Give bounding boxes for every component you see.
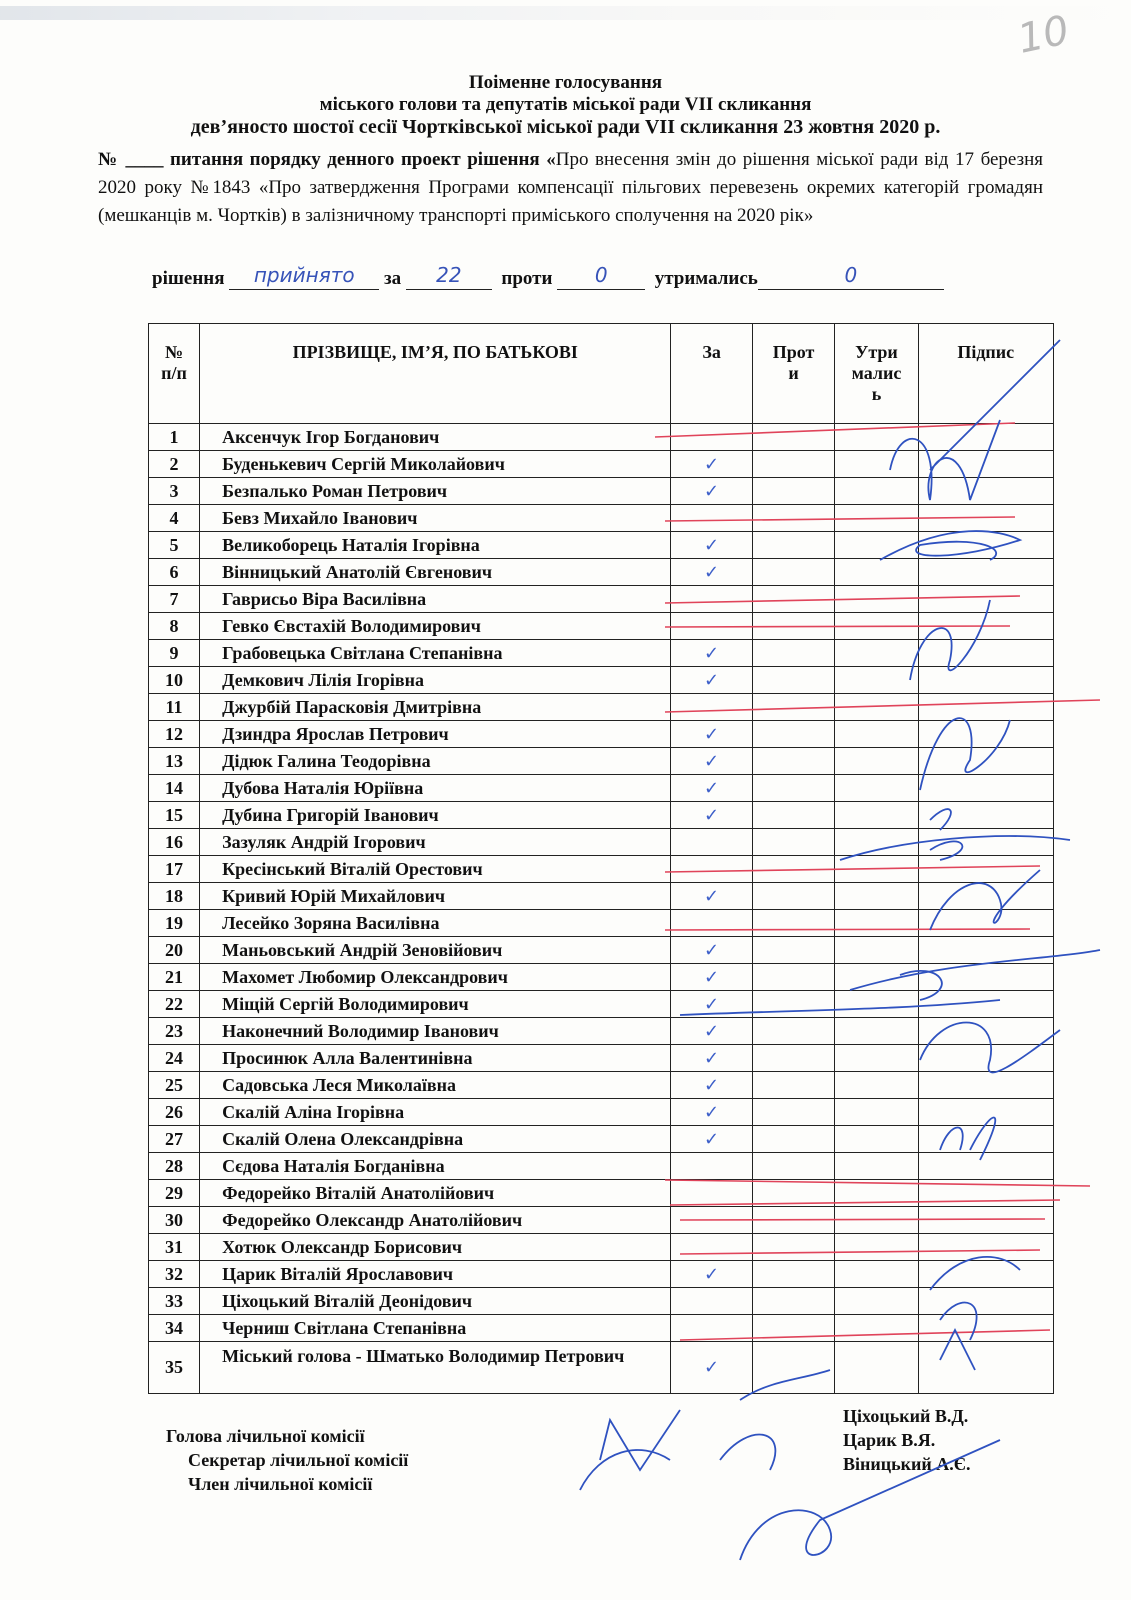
row-number: 18 (149, 883, 200, 910)
abstained-blank (758, 263, 944, 290)
vote-against (752, 505, 835, 532)
vote-abstained (835, 424, 918, 451)
vote-for: ✓ (671, 640, 752, 667)
vote-abstained (835, 532, 918, 559)
for-label: за (384, 268, 402, 289)
signature-cell (918, 424, 1054, 451)
row-number: 22 (149, 991, 200, 1018)
vote-against (752, 721, 835, 748)
deputy-name: Федорейко Олександр Анатолійович (200, 1207, 671, 1234)
vote-abstained (835, 1126, 918, 1153)
vote-against (752, 991, 835, 1018)
vote-against (752, 1072, 835, 1099)
doc-title: Поіменне голосування (468, 72, 663, 93)
vote-for (671, 694, 752, 721)
vote-abstained (835, 1342, 918, 1394)
vote-abstained (835, 478, 918, 505)
table-row (149, 1261, 1054, 1288)
vote-for: ✓ (671, 964, 752, 991)
row-number: 17 (149, 856, 200, 883)
header-for: За (671, 324, 752, 424)
row-number: 10 (149, 667, 200, 694)
vote-abstained (835, 451, 918, 478)
deputy-name: Дубова Наталія Юріївна (200, 775, 671, 802)
vote-against (752, 586, 835, 613)
vote-against (752, 613, 835, 640)
table-row (149, 532, 1054, 559)
vote-against (752, 1261, 835, 1288)
vote-for: ✓ (671, 1342, 752, 1394)
question-prefix: № ____ питання порядку денного проект рішення « (98, 149, 556, 170)
deputy-name: Джурбій Парасковія Дмитрівна (200, 694, 671, 721)
vote-against (752, 1288, 835, 1315)
row-number: 12 (149, 721, 200, 748)
vote-for (671, 505, 752, 532)
table-row (149, 1153, 1054, 1180)
deputy-name: Великоборець Наталія Ігорівна (200, 532, 671, 559)
row-number: 28 (149, 1153, 200, 1180)
vote-against (752, 856, 835, 883)
deputy-name: Ціхоцький Віталій Деонідович (200, 1288, 671, 1315)
decision-line (152, 263, 944, 290)
table-row (149, 775, 1054, 802)
row-number: 15 (149, 802, 200, 829)
signature-cell (918, 964, 1054, 991)
vote-abstained (835, 856, 918, 883)
vote-against (752, 829, 835, 856)
vote-abstained (835, 1099, 918, 1126)
vote-for: ✓ (671, 1099, 752, 1126)
vote-against (752, 532, 835, 559)
table-row (149, 1099, 1054, 1126)
vote-abstained (835, 802, 918, 829)
row-number: 27 (149, 1126, 200, 1153)
table-row (149, 1018, 1054, 1045)
row-number: 33 (149, 1288, 200, 1315)
signature-cell (918, 1234, 1054, 1261)
table-row (149, 451, 1054, 478)
vote-against (752, 451, 835, 478)
vote-for: ✓ (671, 1045, 752, 1072)
vote-abstained (835, 1153, 918, 1180)
vote-for: ✓ (671, 883, 752, 910)
header-against: Прот и (752, 324, 835, 424)
vote-abstained (835, 1018, 918, 1045)
signature-cell (918, 1180, 1054, 1207)
vote-against (752, 1045, 835, 1072)
table-row (149, 1234, 1054, 1261)
table-row (149, 586, 1054, 613)
vote-for (671, 1234, 752, 1261)
vote-for: ✓ (671, 775, 752, 802)
row-number: 34 (149, 1315, 200, 1342)
table-row (149, 910, 1054, 937)
row-number: 2 (149, 451, 200, 478)
table-row (149, 1126, 1054, 1153)
deputy-name: Просинюк Алла Валентинівна (200, 1045, 671, 1072)
vote-abstained (835, 775, 918, 802)
deputy-name: Сєдова Наталія Богданівна (200, 1153, 671, 1180)
vote-abstained (835, 1072, 918, 1099)
vote-abstained (835, 640, 918, 667)
row-number: 21 (149, 964, 200, 991)
signature-cell (918, 532, 1054, 559)
table-row (149, 694, 1054, 721)
against-blank (557, 263, 645, 290)
vote-against (752, 1342, 835, 1394)
table-row (149, 856, 1054, 883)
row-number: 5 (149, 532, 200, 559)
agenda-question (98, 146, 1043, 230)
table-row (149, 1207, 1054, 1234)
commission-head-label: Голова лічильної комісії (166, 1426, 365, 1446)
row-number: 26 (149, 1099, 200, 1126)
vote-against (752, 1234, 835, 1261)
row-number: 3 (149, 478, 200, 505)
table-row (149, 1180, 1054, 1207)
against-label: проти (501, 268, 553, 289)
deputy-name: Зазуляк Андрій Ігорович (200, 829, 671, 856)
vote-for: ✓ (671, 1018, 752, 1045)
vote-abstained (835, 586, 918, 613)
table-row (149, 802, 1054, 829)
page-number: 10 (1013, 7, 1074, 63)
signature-cell (918, 1099, 1054, 1126)
vote-abstained (835, 721, 918, 748)
deputy-name: Наконечний Володимир Іванович (200, 1018, 671, 1045)
signature-cell (918, 721, 1054, 748)
signature-cell (918, 775, 1054, 802)
vote-abstained (835, 667, 918, 694)
row-number: 29 (149, 1180, 200, 1207)
vote-abstained (835, 910, 918, 937)
deputy-name: Маньовський Андрій Зеновійович (200, 937, 671, 964)
row-number: 30 (149, 1207, 200, 1234)
vote-against (752, 802, 835, 829)
signature-cell (918, 694, 1054, 721)
table-row (149, 1045, 1054, 1072)
signature-cell (918, 1072, 1054, 1099)
vote-for (671, 829, 752, 856)
vote-abstained (835, 694, 918, 721)
row-number: 6 (149, 559, 200, 586)
row-number: 4 (149, 505, 200, 532)
vote-against (752, 1018, 835, 1045)
vote-for: ✓ (671, 748, 752, 775)
row-number: 32 (149, 1261, 200, 1288)
deputy-name: Буденькевич Сергій Миколайович (200, 451, 671, 478)
vote-for (671, 1153, 752, 1180)
against-value: 0 (594, 263, 608, 287)
table-row (149, 1315, 1054, 1342)
signature-cell (918, 559, 1054, 586)
table-row (149, 424, 1054, 451)
row-number: 31 (149, 1234, 200, 1261)
signature-cell (918, 748, 1054, 775)
table-row (149, 964, 1054, 991)
vote-for: ✓ (671, 937, 752, 964)
doc-subtitle: міського голови та депутатів міської ради VII скликання (319, 94, 812, 115)
vote-against (752, 775, 835, 802)
row-number: 19 (149, 910, 200, 937)
vote-against (752, 1126, 835, 1153)
vote-for (671, 586, 752, 613)
vote-abstained (835, 505, 918, 532)
signature-cell (918, 1045, 1054, 1072)
deputy-name: Кресінський Віталій Орестович (200, 856, 671, 883)
vote-abstained (835, 1207, 918, 1234)
signature-cell (918, 856, 1054, 883)
vote-against (752, 667, 835, 694)
signature-cell (918, 910, 1054, 937)
signature-cell (918, 478, 1054, 505)
vote-for (671, 613, 752, 640)
table-row (149, 1288, 1054, 1315)
row-number: 8 (149, 613, 200, 640)
signature-cell (918, 829, 1054, 856)
signature-cell (918, 451, 1054, 478)
header-abstained: Утри малис ь (835, 324, 918, 424)
vote-abstained (835, 991, 918, 1018)
signature-cell (918, 1207, 1054, 1234)
signature-cell (918, 640, 1054, 667)
vote-against (752, 937, 835, 964)
signature-cell (918, 1315, 1054, 1342)
vote-for: ✓ (671, 1261, 752, 1288)
deputy-name: Бевз Михайло Іванович (200, 505, 671, 532)
commission-secretary-name: Царик В.Я. (843, 1430, 936, 1450)
row-number: 20 (149, 937, 200, 964)
row-number: 25 (149, 1072, 200, 1099)
vote-abstained (835, 1234, 918, 1261)
deputy-name: Скалій Аліна Ігорівна (200, 1099, 671, 1126)
deputy-name: Федорейко Віталій Анатолійович (200, 1180, 671, 1207)
deputy-name: Махомет Любомир Олександрович (200, 964, 671, 991)
vote-for: ✓ (671, 802, 752, 829)
table-row (149, 640, 1054, 667)
vote-for: ✓ (671, 532, 752, 559)
header-signature: Підпис (918, 324, 1054, 424)
table-row (149, 991, 1054, 1018)
signature-cell (918, 883, 1054, 910)
signature-cell (918, 802, 1054, 829)
commission-head-name: Ціхоцький В.Д. (843, 1406, 969, 1426)
table-row (149, 829, 1054, 856)
vote-for: ✓ (671, 451, 752, 478)
vote-for: ✓ (671, 667, 752, 694)
row-number: 1 (149, 424, 200, 451)
deputy-name: Черниш Світлана Степанівна (200, 1315, 671, 1342)
deputy-name: Скалій Олена Олександрівна (200, 1126, 671, 1153)
table-row (149, 748, 1054, 775)
header-num: № п/п (149, 324, 200, 424)
decision-value: прийнято (253, 263, 355, 287)
deputy-name: Демкович Лілія Ігорівна (200, 667, 671, 694)
vote-abstained (835, 748, 918, 775)
abstained-label: утримались (654, 268, 758, 289)
deputy-name: Садовська Леся Миколаївна (200, 1072, 671, 1099)
row-number: 16 (149, 829, 200, 856)
vote-for (671, 1180, 752, 1207)
vote-against (752, 1099, 835, 1126)
vote-abstained (835, 1288, 918, 1315)
deputy-name: Аксенчук Ігор Богданович (200, 424, 671, 451)
vote-for: ✓ (671, 1126, 752, 1153)
vote-abstained (835, 613, 918, 640)
signature-cell (918, 1288, 1054, 1315)
row-number: 14 (149, 775, 200, 802)
decision-value-blank (229, 263, 379, 290)
table-header-row (149, 324, 1054, 424)
vote-against (752, 640, 835, 667)
deputy-name: Кривий Юрій Михайлович (200, 883, 671, 910)
vote-for (671, 1315, 752, 1342)
vote-abstained (835, 1315, 918, 1342)
row-number: 13 (149, 748, 200, 775)
decision-label: рішення (152, 268, 225, 289)
abstained-value: 0 (844, 263, 858, 287)
vote-against (752, 883, 835, 910)
vote-for: ✓ (671, 559, 752, 586)
for-blank (406, 263, 492, 290)
deputy-name: Гаврисьо Віра Василівна (200, 586, 671, 613)
vote-against (752, 1207, 835, 1234)
table-row (149, 721, 1054, 748)
deputy-name: Хотюк Олександр Борисович (200, 1234, 671, 1261)
signature-cell (918, 586, 1054, 613)
table-row (149, 1072, 1054, 1099)
vote-for (671, 424, 752, 451)
deputy-name: Міщій Сергій Володимирович (200, 991, 671, 1018)
commission-secretary-label: Секретар лічильної комісії (188, 1450, 409, 1470)
vote-abstained (835, 1261, 918, 1288)
signature-cell (918, 1342, 1054, 1394)
vote-abstained (835, 883, 918, 910)
vote-against (752, 964, 835, 991)
row-number: 9 (149, 640, 200, 667)
vote-against (752, 478, 835, 505)
table-row (149, 613, 1054, 640)
signature-scribble (580, 1410, 680, 1490)
table-row (149, 937, 1054, 964)
scan-edge (0, 6, 1131, 20)
table-row (149, 559, 1054, 586)
deputy-name: Вінницький Анатолій Євгенович (200, 559, 671, 586)
vote-for: ✓ (671, 478, 752, 505)
vote-for: ✓ (671, 1072, 752, 1099)
vote-for (671, 910, 752, 937)
deputy-name: Дубина Григорій Іванович (200, 802, 671, 829)
signature-cell (918, 991, 1054, 1018)
deputy-name: Дідюк Галина Теодорівна (200, 748, 671, 775)
signature-cell (918, 937, 1054, 964)
vote-abstained (835, 1180, 918, 1207)
signature-cell (918, 1018, 1054, 1045)
vote-for (671, 1207, 752, 1234)
row-number: 24 (149, 1045, 200, 1072)
row-number: 7 (149, 586, 200, 613)
vote-for (671, 856, 752, 883)
vote-abstained (835, 829, 918, 856)
vote-against (752, 1315, 835, 1342)
commission-member-name: Віницький А.Є. (843, 1454, 971, 1474)
vote-abstained (835, 1045, 918, 1072)
vote-abstained (835, 937, 918, 964)
vote-against (752, 559, 835, 586)
signature-cell (918, 1261, 1054, 1288)
table-row (149, 667, 1054, 694)
deputy-name: Лесейко Зоряна Василівна (200, 910, 671, 937)
signature-cell (918, 613, 1054, 640)
question-text: Про внесення змін до рішення міської ради від 17 березня 2020 року №1843 «Про затвердження Програми компенсації пільгових перевезень окремих категорій громадян (мешканців м. Чортків) в залізничному транспорті приміського сполучення на 2020 рік» (98, 149, 1043, 226)
row-number: 11 (149, 694, 200, 721)
table-row (149, 883, 1054, 910)
deputy-name: Гевко Євстахій Володимирович (200, 613, 671, 640)
deputy-name: Царик Віталій Ярославович (200, 1261, 671, 1288)
vote-against (752, 694, 835, 721)
vote-abstained (835, 559, 918, 586)
commission-member-label: Член лічильної комісії (188, 1474, 373, 1494)
vote-against (752, 748, 835, 775)
deputy-name: Безпалько Роман Петрович (200, 478, 671, 505)
for-value: 22 (436, 263, 462, 287)
deputy-name: Грабовецька Світлана Степанівна (200, 640, 671, 667)
vote-for (671, 1288, 752, 1315)
vote-against (752, 424, 835, 451)
voting-table (148, 323, 1054, 1394)
vote-for: ✓ (671, 721, 752, 748)
signature-cell (918, 1153, 1054, 1180)
row-number: 35 (149, 1342, 200, 1394)
vote-against (752, 1153, 835, 1180)
signature-cell (918, 667, 1054, 694)
vote-against (752, 1180, 835, 1207)
table-row (149, 505, 1054, 532)
vote-abstained (835, 964, 918, 991)
deputy-name: Дзиндра Ярослав Петрович (200, 721, 671, 748)
table-row (149, 1342, 1054, 1394)
deputy-name: Міський голова - Шматько Володимир Петрович (200, 1342, 671, 1394)
vote-for: ✓ (671, 991, 752, 1018)
row-number: 23 (149, 1018, 200, 1045)
doc-session: дев’яносто шостої сесії Чортківської міської ради VII скликання 23 жовтня 2020 р. (190, 116, 941, 138)
signature-cell (918, 1126, 1054, 1153)
vote-against (752, 910, 835, 937)
signature-cell (918, 505, 1054, 532)
table-row (149, 478, 1054, 505)
header-name: ПРІЗВИЩЕ, ІМ’Я, ПО БАТЬКОВІ (200, 324, 671, 424)
